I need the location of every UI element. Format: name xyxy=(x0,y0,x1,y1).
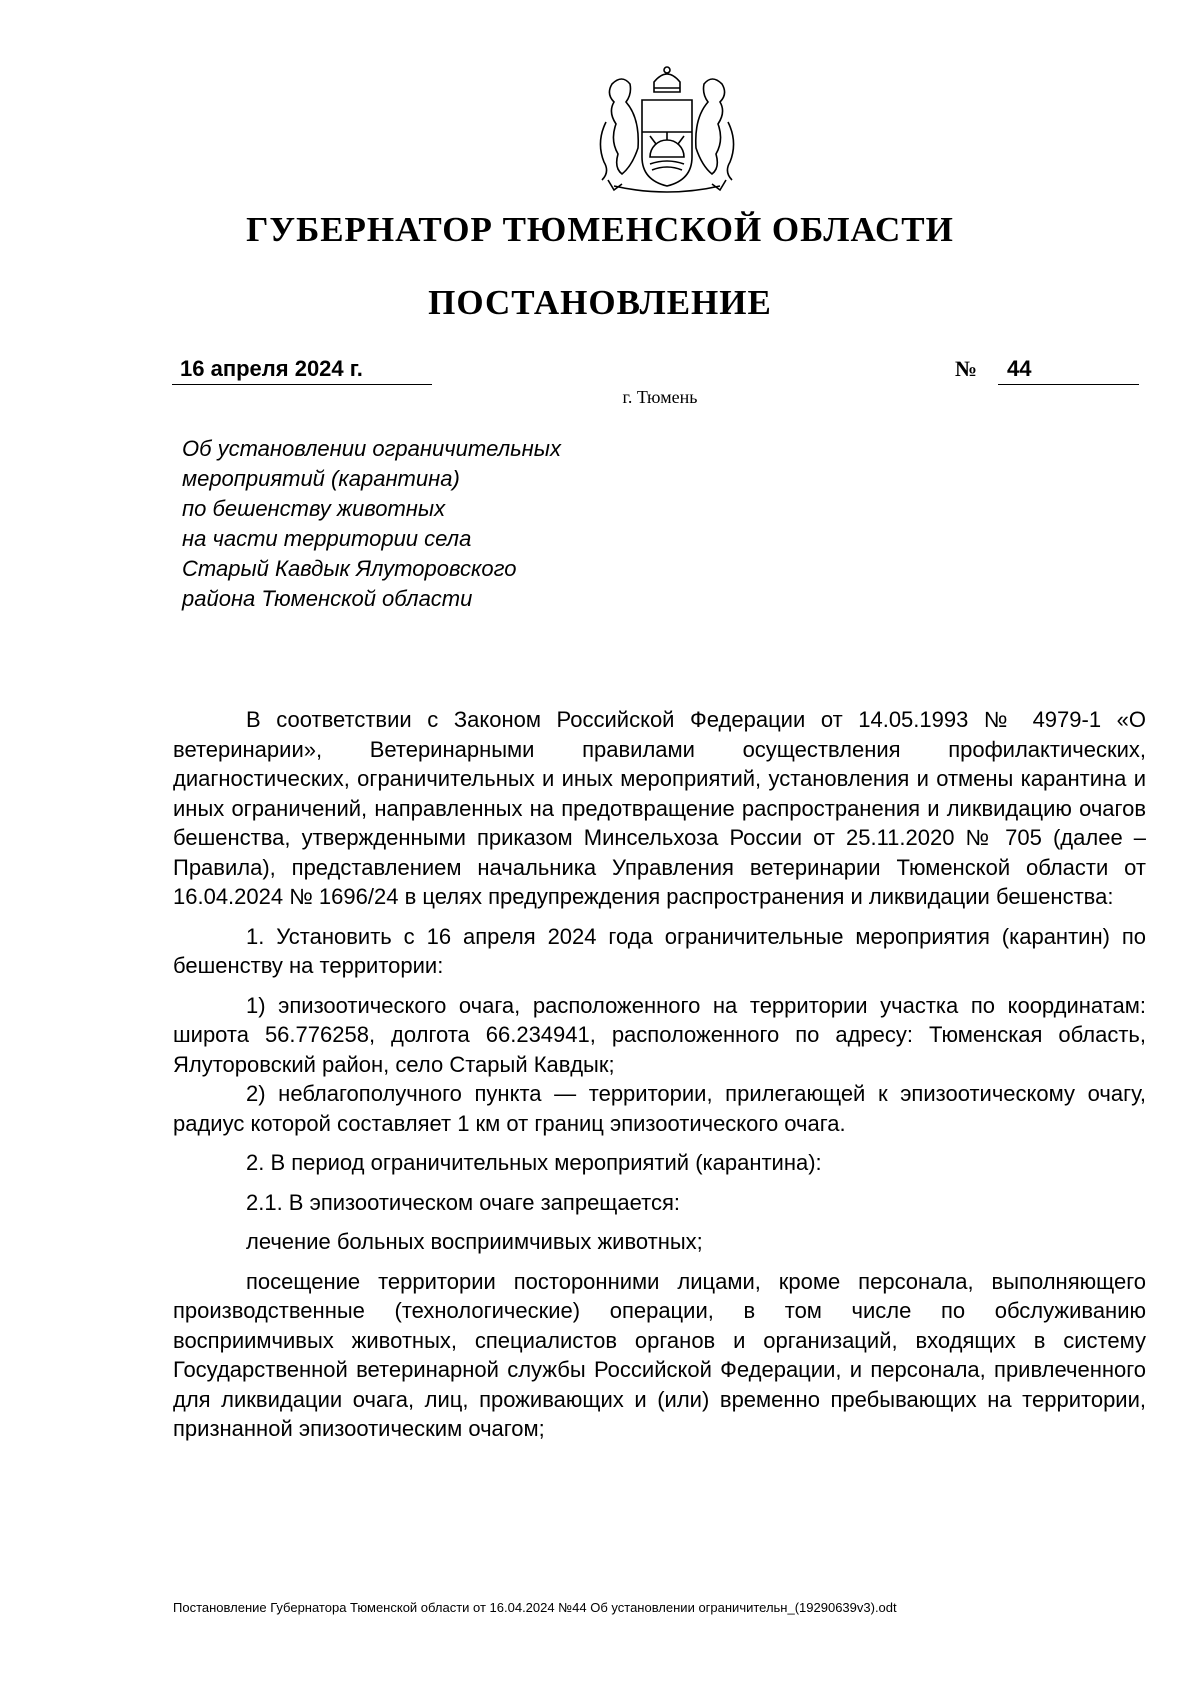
body-paragraph: 2. В период ограничительных мероприятий (карантина): xyxy=(246,1150,822,1175)
organization-title: ГУБЕРНАТОР ТЮМЕНСКОЙ ОБЛАСТИ xyxy=(246,210,954,249)
number-sign: № xyxy=(955,356,978,381)
document-date: 16 апреля 2024 г. xyxy=(180,356,363,381)
body-paragraph: 1. Установить с 16 апреля 2024 года ограничительные мероприятия (карантин) по бешенству на территории: xyxy=(173,923,1146,978)
date-underline xyxy=(172,384,432,385)
body-paragraph: 2.1. В эпизоотическом очаге запрещается: xyxy=(246,1189,680,1215)
subject-line: по бешенству животных xyxy=(182,496,446,521)
page-footer: Постановление Губернатора Тюменской области от 16.04.2024 №44 Об установлении ограничительн_(19290639v3).odt xyxy=(173,1600,897,1615)
document-subject xyxy=(182,434,561,614)
coat-of-arms-icon xyxy=(592,62,742,200)
document-body xyxy=(173,705,1146,1444)
subject-line: мероприятий (карантина) xyxy=(182,466,460,491)
body-paragraph: 1) эпизоотического очага, расположенного на территории участка по координатам: широта 56.776258, долгота 66.234941, расположенного по адресу: Тюменская область, Ялуторовский район, село Старый Кавдык; xyxy=(173,992,1146,1077)
document-type-title: ПОСТАНОВЛЕНИЕ xyxy=(428,283,772,322)
number-underline xyxy=(998,384,1139,385)
body-paragraph: 2) неблагополучного пункта — территории, прилегающей к эпизоотическому очагу, радиус которой составляет 1 км от границ эпизоотического очага. xyxy=(173,1081,1146,1136)
subject-line: Об установлении ограничительных xyxy=(182,436,561,461)
subject-line: на части территории села xyxy=(182,526,472,551)
body-paragraph: В соответствии с Законом Российской Федерации от 14.05.1993 № 4979-1 «О ветеринарии», Ветеринарными правилами осуществления профилактических, диагностических, ограничительных и иных мероприятий, установления и отмены карантина и иных ограничений, направленных на предотвращение распространения и ликвидацию очагов бешенства, утвержденными приказом Минсельхоза России от 25.11.2020 № 705 (далее – Правила), представлением начальника Управления ветеринарии Тюменской области от 16.04.2024 № 1696/24 в целях предупреждения распространения и ликвидации бешенства: xyxy=(173,707,1146,909)
subject-line: района Тюменской области xyxy=(182,586,473,611)
body-paragraph: посещение территории посторонними лицами, кроме персонала, выполняющего производственные (технологические) операции, в том числе по обслуживанию восприимчивых животных, специалистов органов и организаций, входящих в систему Государственной ветеринарной службы Российской Федерации, и персонала, привлеченного для ликвидации очага, лиц, проживающих и (или) временно пребывающих на территории, признанной эпизоотическим очагом; xyxy=(173,1268,1146,1441)
city-label: г. Тюмень xyxy=(622,387,698,407)
body-paragraph: лечение больных восприимчивых животных; xyxy=(246,1229,703,1254)
document-number: 44 xyxy=(1007,356,1032,381)
subject-line: Старый Кавдык Ялуторовского xyxy=(182,556,517,581)
